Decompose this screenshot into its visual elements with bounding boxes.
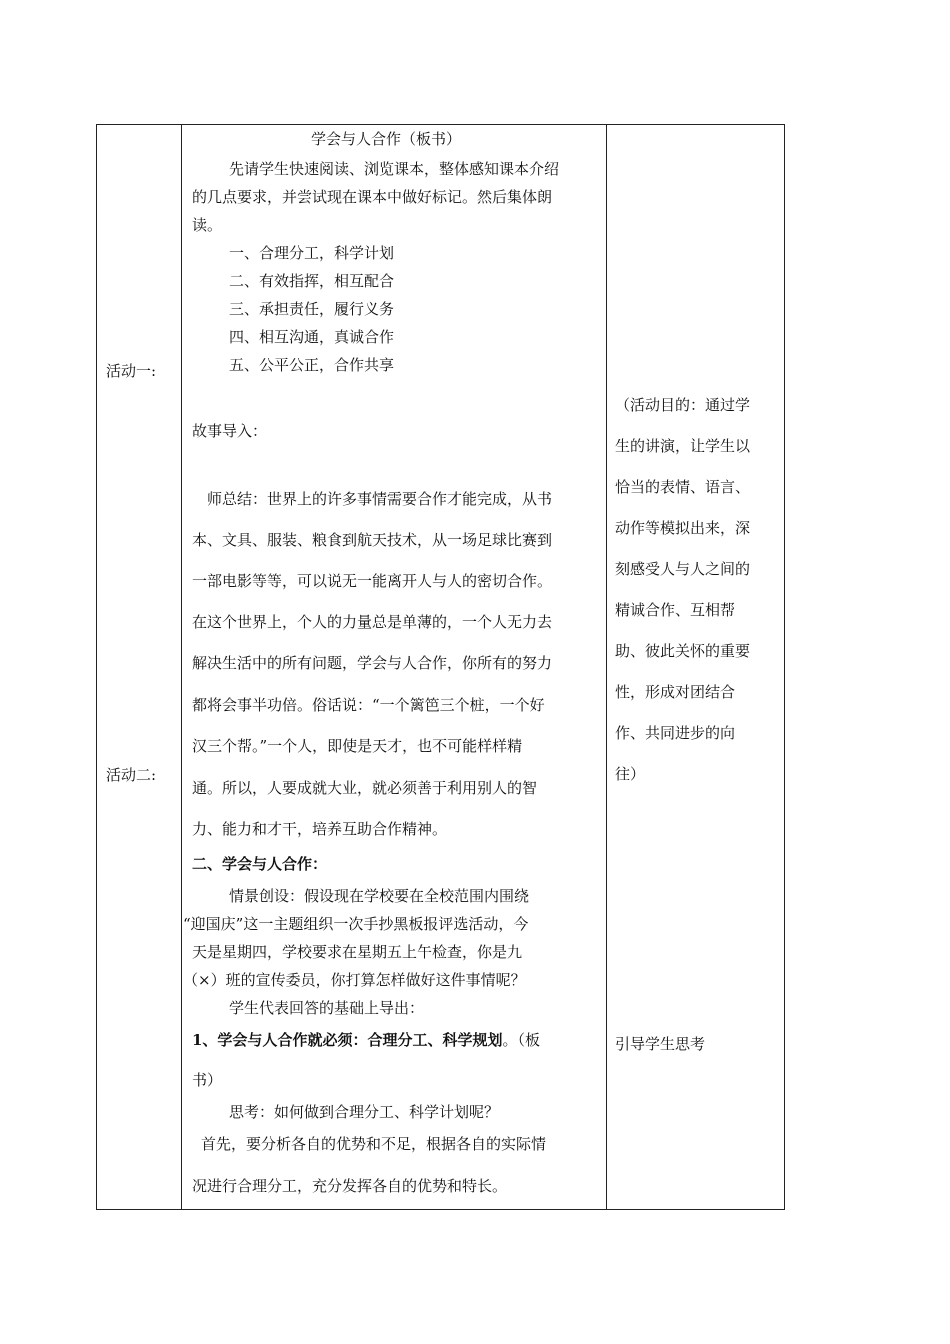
scenario-line: （×）班的宣传委员，你打算怎样做好这件事情呢？ [183, 971, 526, 989]
scenario-line: 天是星期四，学校要求在星期五上午检查，你是九 [192, 943, 523, 961]
intro-line: 的几点要求，并尝试现在课本中做好标记。然后集体朗 [192, 188, 553, 206]
point-one-bold: 1、学会与人合作就必须：合理分工、科学规划 [192, 1031, 503, 1049]
scenario-line: “迎国庆”这一主题组织一次手抄黑板报评选活动，今 [183, 915, 529, 933]
section-heading: 学会与人合作（板书） [311, 130, 462, 148]
purpose-line: 恰当的表情、语言、 [615, 478, 751, 496]
summary-line: 在这个世界上，个人的力量总是单薄的，一个人无力去 [192, 613, 553, 631]
summary-line: 一部电影等等，可以说无一能离开人与人的密切合作。 [192, 572, 553, 590]
intro-line: 读。 [192, 216, 223, 234]
first-line: 况进行合理分工，充分发挥各自的优势和特长。 [192, 1177, 508, 1195]
point-item: 五、公平公正，合作共享 [229, 356, 395, 374]
point-one-tail-line: 书） [192, 1071, 223, 1089]
purpose-line: 性，形成对团结合 [615, 683, 736, 701]
summary-line: 师总结：世界上的许多事情需要合作才能完成，从书 [207, 490, 553, 508]
summary-line: 解决生活中的所有问题，学会与人合作，你所有的努力 [192, 654, 553, 672]
summary-line: 汉三个帮。”一个人，即使是天才，也不可能样样精 [192, 737, 523, 755]
column-divider-left [181, 125, 182, 1209]
point-item: 二、有效指挥，相互配合 [229, 272, 395, 290]
summary-line: 通。所以，人要成就大业，就必须善于利用别人的智 [192, 779, 538, 797]
purpose-line: 精诚合作、互相帮 [615, 601, 736, 619]
purpose-line: 生的讲演，让学生以 [615, 437, 751, 455]
guide-text: 引导学生思考 [615, 1035, 706, 1053]
purpose-line: 作、共同进步的向 [615, 724, 736, 742]
scenario-line: 学生代表回答的基础上导出： [229, 999, 425, 1017]
summary-line: 都将会事半功倍。俗话说：“一个篱笆三个桩，一个好 [192, 696, 545, 714]
purpose-line: 动作等模拟出来，深 [615, 519, 751, 537]
point-item: 四、相互沟通，真诚合作 [229, 328, 395, 346]
section-two-title: 二、学会与人合作： [192, 855, 328, 873]
summary-line: 本、文具、服装、粮食到航天技术，从一场足球比赛到 [192, 531, 553, 549]
point-one-tail: 。（板 [502, 1031, 540, 1049]
purpose-line: 助、彼此关怀的重要 [615, 642, 751, 660]
point-item: 三、承担责任，履行义务 [229, 300, 395, 318]
summary-line: 力、能力和才干，培养互助合作精神。 [192, 820, 448, 838]
purpose-line: 刻感受人与人之间的 [615, 560, 751, 578]
column-divider-right [606, 125, 607, 1209]
purpose-line: （活动目的：通过学 [615, 396, 751, 414]
activity-one-label: 活动一: [106, 362, 157, 380]
point-one-line [192, 1030, 540, 1050]
first-line: 首先，要分析各自的优势和不足，根据各自的实际情 [201, 1135, 547, 1153]
purpose-line: 往） [615, 765, 646, 783]
activity-two-label: 活动二: [106, 766, 157, 784]
intro-line: 先请学生快速阅读、浏览课本，整体感知课本介绍 [229, 160, 560, 178]
think-line: 思考：如何做到合理分工、科学计划呢？ [229, 1103, 500, 1121]
story-intro: 故事导入： [192, 422, 268, 440]
lesson-table [96, 124, 785, 1210]
scenario-line: 情景创设：假设现在学校要在全校范围内围绕 [229, 887, 530, 905]
point-item: 一、合理分工，科学计划 [229, 244, 395, 262]
